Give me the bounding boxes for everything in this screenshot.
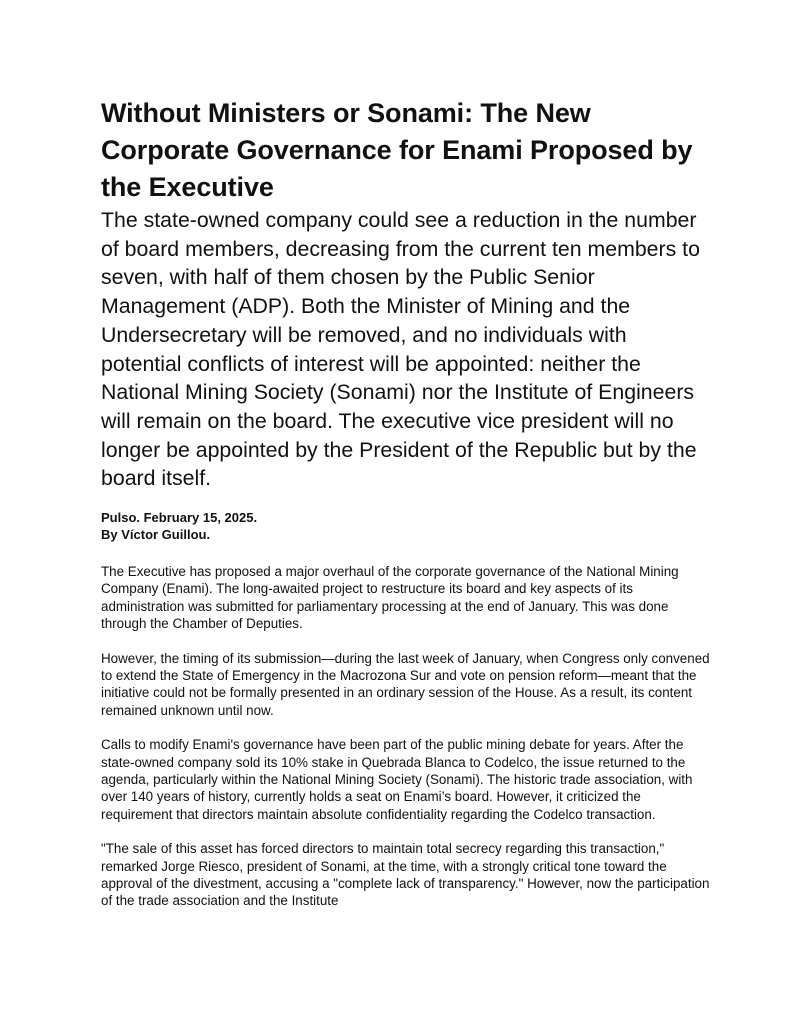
byline (101, 510, 711, 543)
paragraph: Calls to modify Enami's governance have been part of the public mining debate for years. After the state-owned company sold its 10% stake in Quebrada Blanca to Codelco, the issue returned to the agenda, particularly within the National Mining Society (Sonami). The historic trade association, with over 140 years of history, currently holds a seat on Enami’s board. However, it criticized the requirement that directors maintain absolute confidentiality regarding the Codelco transaction. (101, 737, 693, 822)
source-date: Pulso. February 15, 2025. (101, 510, 258, 526)
paragraph: However, the timing of its submission—during the last week of January, when Congress only convened to extend the State of Emergency in the Macrozona Sur and vote on pension reform—meant that the initiative could not be formally presented in an ordinary session of the House. As a result, its content remained unknown until now. (101, 650, 710, 718)
article-subtitle: The state-owned company could see a reduction in the number of board members, decreasing from the current ten members to seven, with half of them chosen by the Public Senior Management (ADP). Both the Minister of Mining and the Undersecretary will be removed, and no individuals with potential conflicts of interest will be appointed: neither the National Mining Society (Sonami) nor the Institute of Engineers will remain on the board. The executive vice president will no longer be appointed by the President of the Republic but by the board itself. (101, 208, 700, 491)
article-page (101, 95, 711, 927)
paragraph: The Executive has proposed a major overhaul of the corporate governance of the National Mining Company (Enami). The long-awaited project to restructure its board and key aspects of its administration was submitted for parliamentary processing at the end of January. This was done through the Chamber of Deputies. (101, 564, 679, 631)
article-body (101, 563, 711, 910)
paragraph: "The sale of this asset has forced directors to maintain total secrecy regarding this transaction," remarked Jorge Riesco, president of Sonami, at the time, with a strongly critical tone toward the approval of the divestment, accusing a "complete lack of transparency." However, now the participation of the trade association and the Institute (101, 841, 710, 909)
author: By Víctor Guillou. (101, 526, 211, 542)
article-title: Without Ministers or Sonami: The New Corporate Governance for Enami Proposed by the Executive (101, 98, 693, 202)
